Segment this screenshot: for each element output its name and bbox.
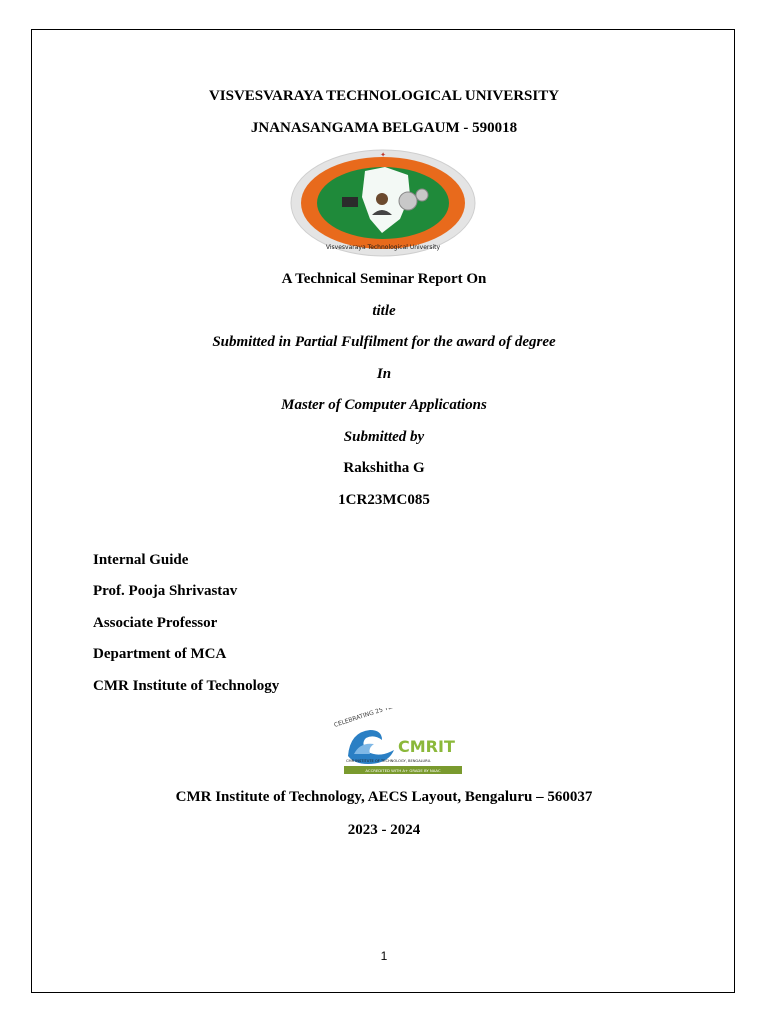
guide-department: Department of MCA [93,646,227,662]
guide-designation: Associate Professor [93,615,218,631]
svg-text:✦: ✦ [380,151,386,159]
degree-name: Master of Computer Applications [281,397,487,413]
student-usn: 1CR23MC085 [338,492,430,508]
guide-institute: CMR Institute of Technology [93,678,280,694]
institute-address: CMR Institute of Technology, AECS Layout, Bengaluru – 560037 [175,789,593,805]
submitted-by-label: Submitted by [343,429,425,445]
cmrit-accreditation: ACCREDITED WITH A+ GRADE BY NAAC [365,768,441,773]
vtu-logo [290,149,477,258]
in-label: In [376,366,392,382]
university-address: JNANASANGAMA BELGAUM - 590018 [250,120,518,136]
guide-label: Internal Guide [93,552,189,568]
report-heading: A Technical Seminar Report On [281,271,487,287]
report-title: title [372,303,396,319]
student-name: Rakshitha G [343,460,425,476]
academic-years: 2023 - 2024 [347,822,421,838]
cmrit-logo [330,708,464,776]
submitted-partial: Submitted in Partial Fulfilment for the award of degree [212,334,556,350]
page-number: 1 [380,949,388,963]
guide-name: Prof. Pooja Shrivastav [93,583,238,599]
vtu-logo-ring-text: Visvesvaraya Technological University [325,244,441,251]
university-name: VISVESVARAYA TECHNOLOGICAL UNIVERSITY [208,88,560,104]
cmrit-subtitle: CMR INSTITUTE OF TECHNOLOGY, BENGALURU. [346,759,432,763]
cmrit-name: CMRIT [398,737,455,756]
